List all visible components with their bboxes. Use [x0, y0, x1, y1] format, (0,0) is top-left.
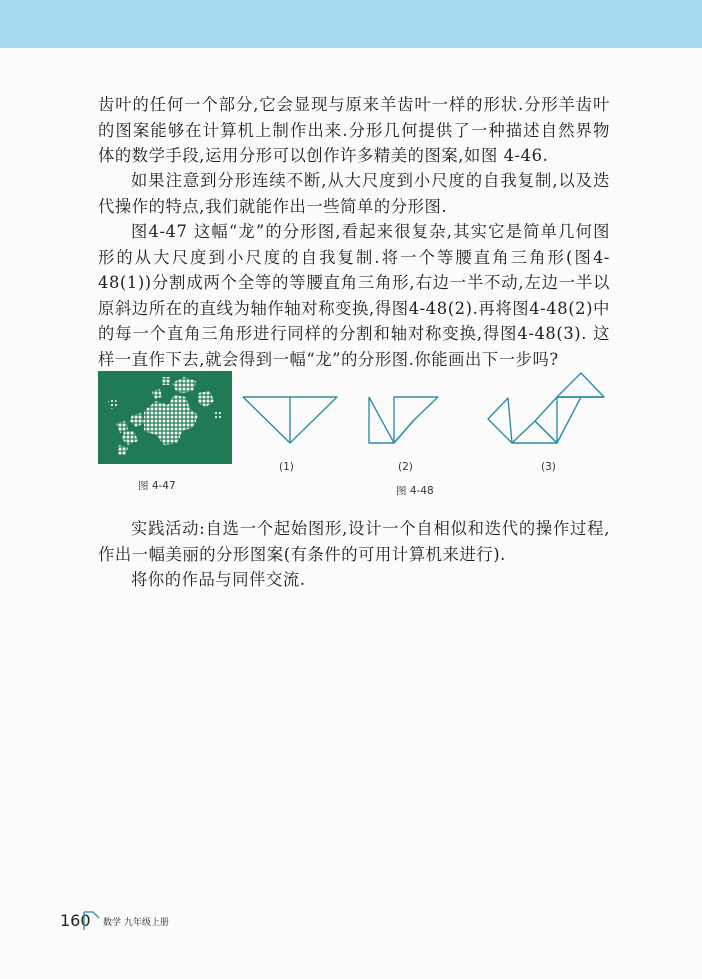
figure-4-48-sub2: (2) — [398, 461, 413, 473]
paragraph-2: 如果注意到分形连续不断,从大尺度到小尺度的自我复制,以及迭代操作的特点,我们就能作出一些简单的分形图. — [98, 171, 610, 216]
iteration-3-triangle-a — [488, 398, 512, 443]
iteration-3-triangle-e — [557, 397, 604, 443]
paragraph-share: 将你的作品与同伴交流. — [131, 570, 306, 589]
dragon-fractal-image — [98, 371, 232, 464]
iteration-2-left-triangle — [369, 397, 414, 443]
top-color-band — [0, 0, 702, 48]
dragon-fractal-graphic — [98, 371, 232, 464]
figure-4-48-sub3: (3) — [541, 461, 556, 473]
iteration-2-right-triangle — [394, 397, 438, 443]
iteration-3-triangle-d — [557, 373, 604, 397]
paragraph-activity: 实践活动:自选一个起始图形,设计一个自相似和迭代的操作过程,作出一幅美丽的分形图案(有条件的可用计算机来进行). — [98, 519, 610, 564]
book-title: 数学 九年级上册 — [103, 918, 169, 928]
page-number: 160 — [60, 911, 91, 930]
paragraph-3: 图4-47 这幅“龙”的分形图,看起来很复杂,其实它是简单几何图形的从大尺度到小尺度的自我复制.将一个等腰直角三角形(图4-48(1))分割成两个全等的等腰直角三角形,右边一半不动,左边一半以原斜边所在的直线为轴作轴对称变换,得图4-48(2).再将图4-48(2)中的每一个直角三角形进行同样的分割和轴对称变换,得图4-48(3). 这样一直作下去,就会得到一幅“龙”的分形图.你能画出下一步吗? — [98, 222, 610, 369]
paragraph-1: 齿叶的任何一个部分,它会显现与原来羊齿叶一样的形状.分形羊齿叶的图案能够在计算机上制作出来.分形几何提供了一种描述自然界物体的数学手段,运用分形可以创作许多精美的图案,如图 4-46. — [98, 95, 610, 165]
iteration-3-triangle-c — [535, 397, 557, 443]
figure-4-48-caption: 图 4-48 — [396, 485, 434, 497]
figure-4-47-caption: 图 4-47 — [138, 480, 176, 492]
page-corner-mark-icon — [83, 910, 103, 932]
iteration-3-triangle-b — [512, 421, 557, 443]
figure-4-48-sub1: (1) — [279, 461, 294, 473]
dragon-iteration-diagram — [238, 366, 610, 452]
